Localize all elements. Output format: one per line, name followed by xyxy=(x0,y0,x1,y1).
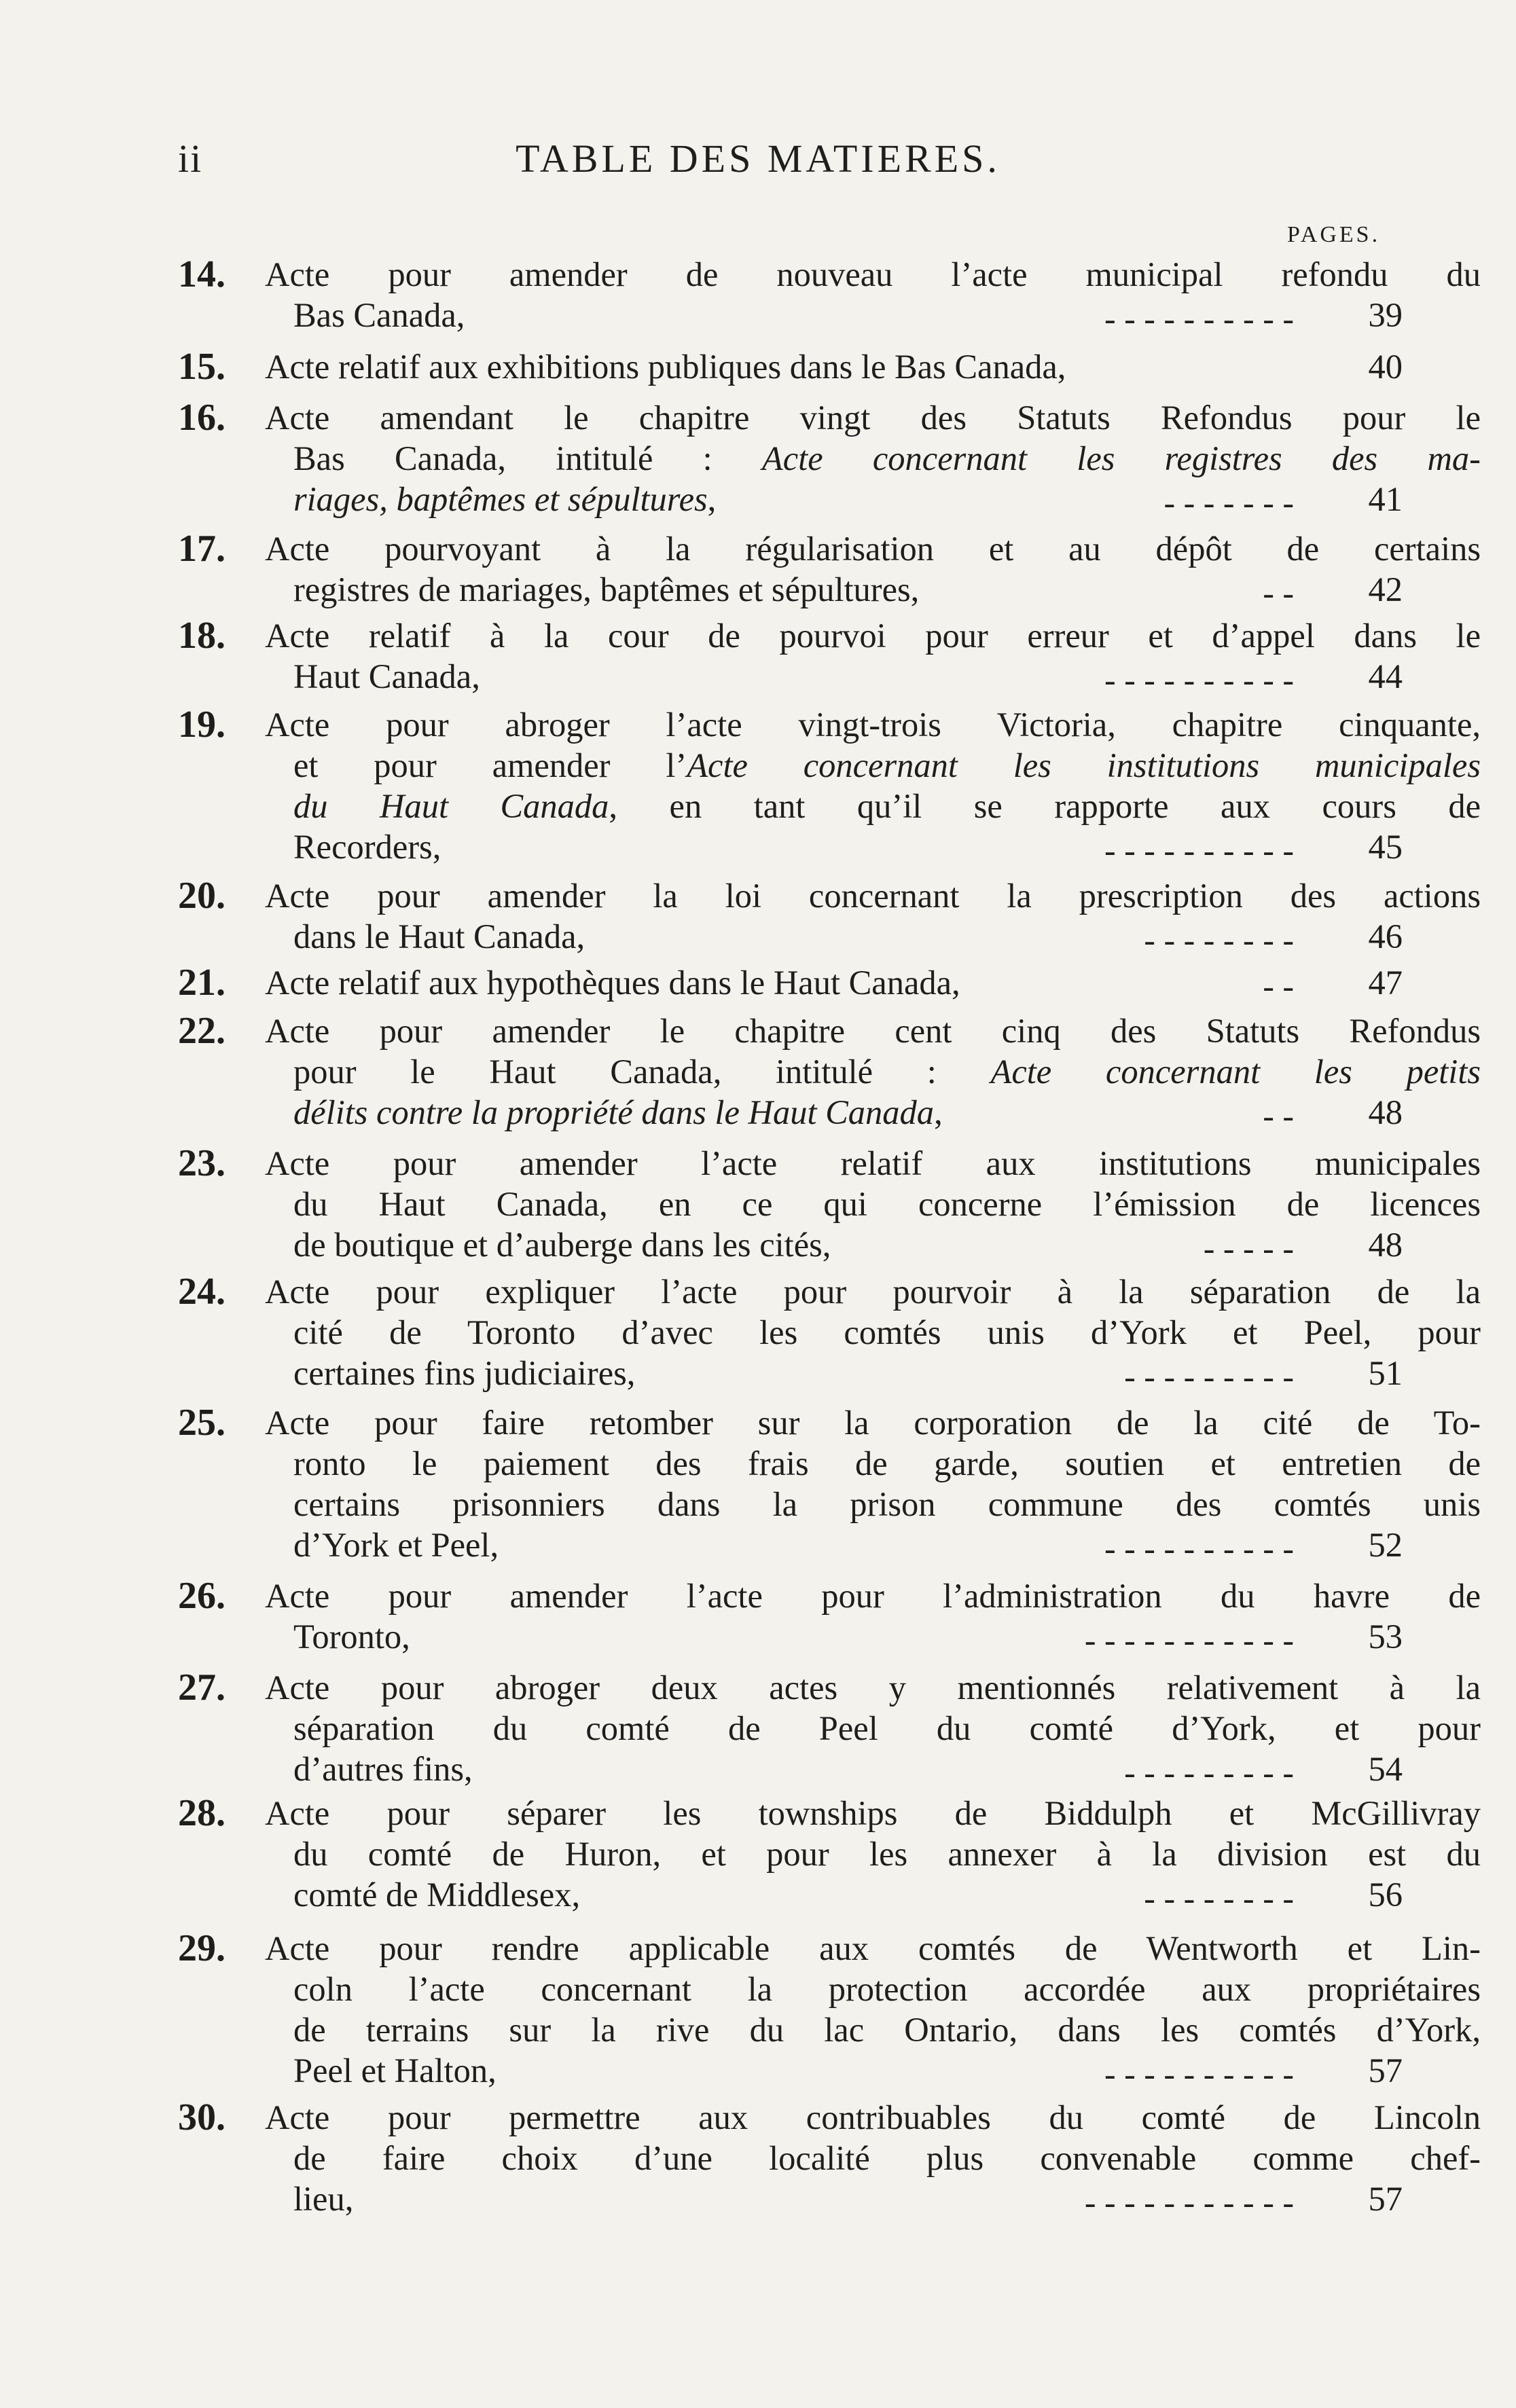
entry-title xyxy=(265,962,1481,1003)
dot-leaders: - - - - - - - - - - - xyxy=(1084,1621,1294,1659)
page-reference: 57 xyxy=(1368,2051,1403,2090)
dot-leaders: - - - - - - - - - - xyxy=(1104,831,1294,869)
entry-title xyxy=(265,615,1481,697)
entry-title xyxy=(265,1793,1481,1915)
page-reference: 57 xyxy=(1368,2180,1403,2218)
page-number: ii xyxy=(178,136,203,181)
entry-line: délits contre la propriété dans le Haut Canada, xyxy=(293,1093,943,1131)
entry-line: certaines fins judiciaires, xyxy=(293,1354,636,1392)
entry-line: certains prisonniers dans la prison commune des comtés unis xyxy=(293,1485,1481,1523)
page-reference: 56 xyxy=(1368,1876,1403,1914)
entry-line: riages, baptêmes et sépultures, xyxy=(293,480,717,518)
page-reference: 39 xyxy=(1368,296,1403,334)
page-reference: 48 xyxy=(1368,1226,1403,1264)
entry-line: de boutique et d’auberge dans les cités, xyxy=(293,1226,831,1264)
dot-leaders: - - xyxy=(1263,967,1294,1005)
page-reference: 40 xyxy=(1368,348,1403,386)
dot-leaders: - - - - - - - xyxy=(1163,484,1294,522)
entry-number: 25. xyxy=(178,1402,225,1444)
entry-line: Acte relatif aux hypothèques dans le Haut Canada, xyxy=(265,964,960,1002)
page-reference: 46 xyxy=(1368,917,1403,955)
entry-title xyxy=(265,1575,1481,1657)
entry-line: dans le Haut Canada, xyxy=(293,917,585,955)
entry-title xyxy=(265,397,1481,519)
entry-line: Acte pour faire retomber sur la corporation de la cité de To- xyxy=(265,1404,1481,1442)
page-reference: 51 xyxy=(1368,1354,1403,1392)
entry-title xyxy=(265,704,1481,867)
entry-title xyxy=(265,528,1481,610)
entry-title xyxy=(265,1010,1481,1133)
entry-line: du Haut Canada, en tant qu’il se rapporte aux cours de xyxy=(293,787,1481,825)
entry-line: Acte pour permettre aux contribuables du comté de Lincoln xyxy=(265,2098,1481,2136)
page-reference: 52 xyxy=(1368,1526,1403,1564)
pages-column-header: PAGES. xyxy=(1287,222,1381,247)
entry-number: 22. xyxy=(178,1010,225,1052)
page-reference: 48 xyxy=(1368,1093,1403,1131)
page-reference: 53 xyxy=(1368,1618,1403,1656)
entry-number: 24. xyxy=(178,1271,225,1313)
entry-line: Acte pour abroger deux actes y mentionnés relativement à la xyxy=(265,1668,1481,1707)
entry-title xyxy=(265,875,1481,957)
entry-line: d’autres fins, xyxy=(293,1750,473,1788)
dot-leaders: - - - - - - - - - - xyxy=(1104,2055,1294,2093)
entry-line: du Haut Canada, en ce qui concerne l’émission de licences xyxy=(293,1185,1481,1223)
page-reference: 41 xyxy=(1368,480,1403,518)
entry-line: et pour amender l’Acte concernant les institutions municipales xyxy=(293,746,1481,784)
entry-line: Acte pourvoyant à la régularisation et au dépôt de certains xyxy=(265,530,1481,568)
page-reference: 45 xyxy=(1368,828,1403,866)
entry-line: Peel et Halton, xyxy=(293,2051,497,2090)
entry-line: Acte relatif à la cour de pourvoi pour erreur et d’appel dans le xyxy=(265,617,1481,655)
dot-leaders: - - - - - - - - - - xyxy=(1104,1529,1294,1567)
dot-leaders: - - - - - - - - xyxy=(1144,1879,1294,1917)
page-title: TABLE DES MATIERES. xyxy=(516,136,1000,181)
entry-number: 29. xyxy=(178,1927,225,1969)
entry-title xyxy=(265,254,1481,335)
entry-line: cité de Toronto d’avec les comtés unis d’York et Peel, pour xyxy=(293,1313,1481,1351)
entry-line: registres de mariages, baptêmes et sépultures, xyxy=(293,570,920,608)
entry-number: 20. xyxy=(178,875,225,917)
entry-title xyxy=(265,2097,1481,2219)
entry-line: Acte pour abroger l’acte vingt-trois Victoria, chapitre cinquante, xyxy=(265,706,1481,744)
entry-title xyxy=(265,1402,1481,1565)
entry-line: Acte pour rendre applicable aux comtés de Wentworth et Lin- xyxy=(265,1929,1481,1967)
entry-line: coln l’acte concernant la protection accordée aux propriétaires xyxy=(293,1970,1481,2008)
entry-line: Acte relatif aux exhibitions publiques dans le Bas Canada, xyxy=(265,348,1066,386)
dot-leaders: - - - - - - - - - - - xyxy=(1084,2183,1294,2221)
entry-number: 26. xyxy=(178,1575,225,1617)
dot-leaders: - - xyxy=(1263,574,1294,612)
entry-number: 17. xyxy=(178,528,225,570)
entry-number: 14. xyxy=(178,253,225,295)
entry-title xyxy=(265,1143,1481,1265)
entry-number: 27. xyxy=(178,1666,225,1709)
entry-number: 16. xyxy=(178,397,225,439)
entry-title xyxy=(265,1667,1481,1789)
entry-line: Acte pour amender le chapitre cent cinq des Statuts Refondus xyxy=(265,1012,1481,1050)
entry-title xyxy=(265,346,1481,387)
dot-leaders: - - - - - xyxy=(1203,1229,1294,1267)
entry-line: Acte pour amender l’acte pour l’administration du havre de xyxy=(265,1577,1481,1615)
entry-title xyxy=(265,1271,1481,1393)
dot-leaders: - - - - - - - - - - xyxy=(1104,299,1294,338)
page-reference: 54 xyxy=(1368,1750,1403,1788)
entry-number: 28. xyxy=(178,1792,225,1834)
entry-line: Recorders, xyxy=(293,828,441,866)
entry-line: Acte amendant le chapitre vingt des Statuts Refondus pour le xyxy=(265,399,1481,437)
dot-leaders: - - - - - - - - - - xyxy=(1104,661,1294,699)
dot-leaders: - - - - - - - - - xyxy=(1124,1357,1294,1395)
entry-number: 30. xyxy=(178,2096,225,2138)
entry-line: Toronto, xyxy=(293,1618,410,1656)
dot-leaders: - - - - - - - - - xyxy=(1124,1753,1294,1791)
entry-line: comté de Middlesex, xyxy=(293,1876,581,1914)
entry-number: 18. xyxy=(178,615,225,657)
entry-line: d’York et Peel, xyxy=(293,1526,499,1564)
entry-line: Haut Canada, xyxy=(293,657,480,695)
entry-line: Acte pour amender la loi concernant la prescription des actions xyxy=(265,877,1481,915)
entry-line: de faire choix d’une localité plus convenable comme chef- xyxy=(293,2139,1481,2177)
entry-line: Acte pour expliquer l’acte pour pourvoir à la séparation de la xyxy=(265,1273,1481,1311)
page-reference: 47 xyxy=(1368,964,1403,1002)
entry-number: 21. xyxy=(178,962,225,1004)
entry-number: 15. xyxy=(178,346,225,388)
entry-line: Bas Canada, xyxy=(293,296,465,334)
entry-line: ronto le paiement des frais de garde, soutien et entretien de xyxy=(293,1444,1481,1482)
dot-leaders: - - - - - - - - xyxy=(1144,921,1294,959)
entry-line: séparation du comté de Peel du comté d’York, et pour xyxy=(293,1709,1481,1747)
entry-line: de terrains sur la rive du lac Ontario, dans les comtés d’York, xyxy=(293,2011,1481,2049)
entry-number: 19. xyxy=(178,704,225,746)
entry-line: pour le Haut Canada, intitulé : Acte concernant les petits xyxy=(293,1053,1481,1091)
entry-line: Acte pour amender de nouveau l’acte municipal refondu du xyxy=(265,255,1481,293)
entry-line: Acte pour amender l’acte relatif aux institutions municipales xyxy=(265,1144,1481,1182)
entry-line: Acte pour séparer les townships de Biddulph et McGillivray xyxy=(265,1794,1481,1832)
page-reference: 42 xyxy=(1368,570,1403,608)
entry-line: lieu, xyxy=(293,2180,354,2218)
dot-leaders: - - xyxy=(1263,1097,1294,1135)
entry-number: 23. xyxy=(178,1142,225,1184)
entry-line: Bas Canada, intitulé : Acte concernant les registres des ma- xyxy=(293,439,1481,477)
page-reference: 44 xyxy=(1368,657,1403,695)
entry-title xyxy=(265,1928,1481,2091)
entry-line: du comté de Huron, et pour les annexer à la division est du xyxy=(293,1835,1481,1873)
